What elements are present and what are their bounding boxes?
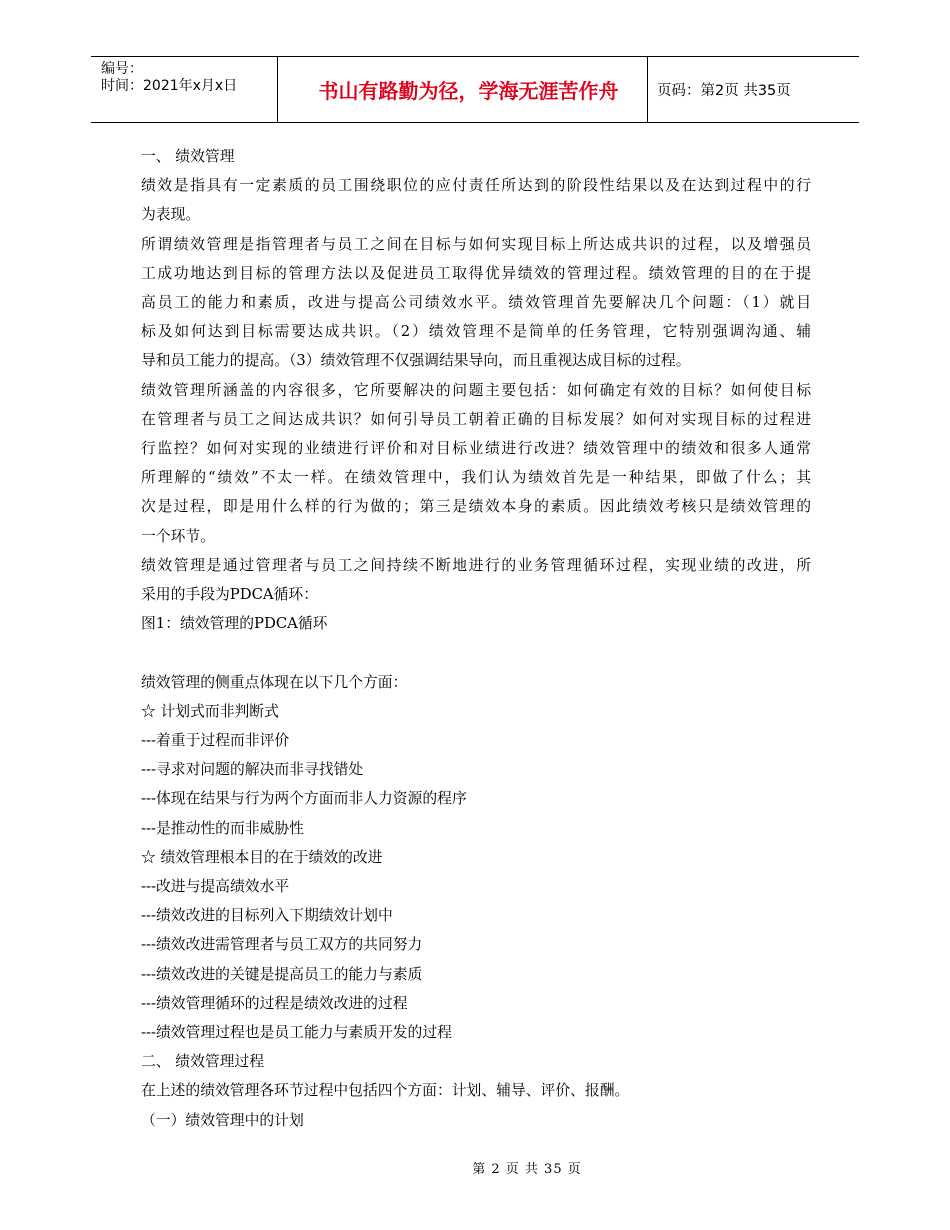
body-line: 在管理者与员工之间达成共识？如何引导员工朝着正确的目标发展？如何对实现目标的过程进 <box>141 410 811 428</box>
body-line: ---体现在结果与行为两个方面而非人力资源的程序 <box>141 790 467 808</box>
body-line: 在上述的绩效管理各环节过程中包括四个方面：计划、辅导、评价、报酬。 <box>141 1082 630 1100</box>
body-line: 所理解的“绩效”不太一样。在绩效管理中，我们认为绩效首先是一种结果，即做了什么；其 <box>141 469 811 487</box>
page-header <box>91 56 859 123</box>
body-line: 高员工的能力和素质，改进与提高公司绩效水平。绩效管理首先要解决几个问题：（1）就目 <box>141 294 811 312</box>
body-line: ---绩效改进的目标列入下期绩效计划中 <box>141 907 393 925</box>
body-line: 绩效管理所涵盖的内容很多，它所要解决的问题主要包括：如何确定有效的目标？如何使目标 <box>141 381 811 399</box>
header-divider-left <box>277 57 278 122</box>
body-line: ---是推动性的而非威胁性 <box>141 819 304 837</box>
body-line: 标及如何达到目标需要达成共识。（2）绩效管理不是简单的任务管理，它特别强调沟通、辅 <box>141 323 811 341</box>
body-line: 工成功地达到目标的管理方法以及促进员工取得优异绩效的管理过程。绩效管理的目的在于提 <box>141 264 811 282</box>
body-line: ---绩效管理循环的过程是绩效改进的过程 <box>141 994 408 1012</box>
body-line: ☆ 计划式而非判断式 <box>141 702 279 720</box>
body-line: 绩效是指具有一定素质的员工围绕职位的应付责任所达到的阶段性结果以及在达到过程中的行 <box>141 177 811 195</box>
page-footer: 第 2 页 共 35 页 <box>472 1162 582 1177</box>
body-line: 图1：绩效管理的PDCA循环 <box>141 615 328 633</box>
body-line: 行监控？如何对实现的业绩进行评价和对目标业绩进行改进？绩效管理中的绩效和很多人通常 <box>141 440 811 458</box>
body-line: 绩效管理的侧重点体现在以下几个方面： <box>141 673 408 691</box>
body-line: 一、 绩效管理 <box>141 148 235 165</box>
header-meta <box>101 61 237 95</box>
body-line: 一个环节。 <box>141 527 215 545</box>
body-line: ---绩效管理过程也是员工能力与素质开发的过程 <box>141 1024 452 1042</box>
body-line: ☆ 绩效管理根本目的在于绩效的改进 <box>141 848 383 866</box>
body-line: ---寻求对问题的解决而非寻找错处 <box>141 761 364 779</box>
body-line: ---改进与提高绩效水平 <box>141 878 290 896</box>
body-line: （一）绩效管理中的计划 <box>141 1111 304 1129</box>
body-line: ---绩效改进的关键是提高员工的能力与素质 <box>141 965 423 983</box>
body-line: ---着重于过程而非评价 <box>141 732 290 750</box>
body-line: 为表现。 <box>141 206 201 224</box>
body-line: ---绩效改进需管理者与员工双方的共同努力 <box>141 936 423 954</box>
body-line: 采用的手段为PDCA循环： <box>141 586 318 604</box>
header-page-info: 页码：第2页 共35页 <box>657 83 791 99</box>
figure-placeholder <box>141 638 811 667</box>
header-motto: 书山有路勤为径，学海无涯苦作舟 <box>318 79 619 103</box>
body-line: 二、 绩效管理过程 <box>141 1053 265 1071</box>
header-id-label: 编号： <box>101 61 143 77</box>
header-time-label: 时间：2021年x月x日 <box>101 78 238 94</box>
body-line: 导和员工能力的提高。（3）绩效管理不仅强调结果导向，而且重视达成目标的过程。 <box>141 352 691 370</box>
body-line: 次是过程，即是用什么样的行为做的；第三是绩效本身的素质。因此绩效考核只是绩效管理的 <box>141 498 811 516</box>
document-body <box>141 142 811 1135</box>
body-line: 所谓绩效管理是指管理者与员工之间在目标与如何实现目标上所达成共识的过程，以及增强员 <box>141 235 811 253</box>
body-line: 绩效管理是通过管理者与员工之间持续不断地进行的业务管理循环过程，实现业绩的改进，所 <box>141 556 811 574</box>
